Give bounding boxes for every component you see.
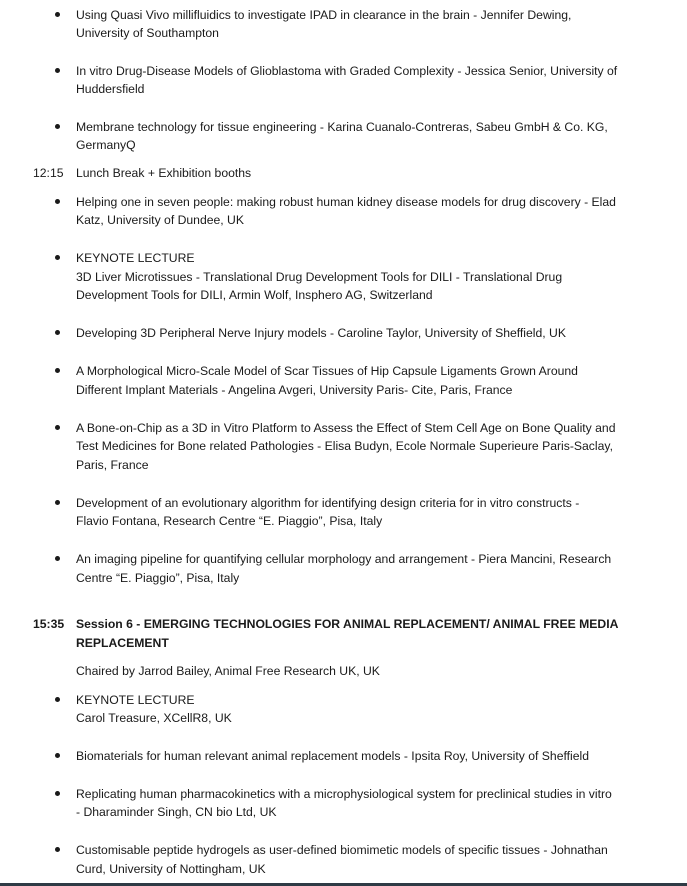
lunch-time: 12:15 (33, 166, 64, 180)
list-item-text: Test Medicines for Bone related Pathologies - Elisa Budyn, Ecole Normale Superieure Paris-Saclay, (76, 439, 613, 453)
bullet-icon (55, 556, 60, 561)
list-item-text: GermanyQ (76, 138, 136, 152)
list-item-text: Curd, University of Nottingham, UK (76, 862, 266, 876)
keynote-label: KEYNOTE LECTURE (76, 251, 195, 265)
list-item-text: An imaging pipeline for quantifying cellular morphology and arrangement - Piera Mancini, Research (76, 552, 612, 566)
list-item-text: Huddersfield (76, 82, 145, 96)
list-item-text: A Morphological Micro-Scale Model of Scar Tissues of Hip Capsule Ligaments Grown Around (76, 364, 578, 378)
list-item-text: - Dharaminder Singh, CN bio Ltd, UK (76, 805, 277, 819)
list-item-text: University of Southampton (76, 26, 219, 40)
list-item-text: Different Implant Materials - Angelina Avgeri, University Paris- Cite, Paris, France (76, 383, 513, 397)
bullet-icon (55, 124, 60, 129)
list-item-text: Katz, University of Dundee, UK (76, 213, 244, 227)
lunch-label: Lunch Break + Exhibition booths (76, 166, 252, 180)
bullet-icon (55, 199, 60, 204)
bullet-icon (55, 753, 60, 758)
list-item-text: Customisable peptide hydrogels as user-defined biomimetic models of specific tissues - Johnathan (76, 843, 608, 857)
list-item-text: Development Tools for DILI, Armin Wolf, Insphero AG, Switzerland (76, 288, 433, 302)
list-item-text: Membrane technology for tissue engineering - Karina Cuanalo-Contreras, Sabeu GmbH & Co. KG, (76, 120, 608, 134)
bullet-icon (55, 368, 60, 373)
bullet-icon (55, 330, 60, 335)
list-item-text: Carol Treasure, XCellR8, UK (76, 711, 232, 725)
bullet-icon (55, 791, 60, 796)
list-item-text: Using Quasi Vivo millifluidics to investigate IPAD in clearance in the brain - Jennifer Dewing, (76, 8, 572, 22)
list-item-text: Developing 3D Peripheral Nerve Injury models - Caroline Taylor, University of Sheffield, UK (76, 326, 566, 340)
bullet-icon (55, 697, 60, 702)
bullet-icon (55, 12, 60, 17)
list-item-text: Centre “E. Piaggio”, Pisa, Italy (76, 571, 240, 585)
session-chair: Chaired by Jarrod Bailey, Animal Free Research UK, UK (76, 664, 380, 678)
list-item-text: In vitro Drug-Disease Models of Glioblastoma with Graded Complexity - Jessica Senior, University of (76, 64, 618, 78)
list-item-text: Replicating human pharmacokinetics with a microphysiological system for preclinical studies in vitro (76, 787, 612, 801)
bullet-icon (55, 255, 60, 260)
list-item-text: Development of an evolutionary algorithm for identifying design criteria for in vitro constructs - (76, 496, 580, 510)
session-time: 15:35 (33, 617, 65, 631)
session-title: Session 6 - EMERGING TECHNOLOGIES FOR ANIMAL REPLACEMENT/ ANIMAL FREE MEDIA (76, 617, 619, 631)
list-item-text: Flavio Fontana, Research Centre “E. Piaggio”, Pisa, Italy (76, 514, 383, 528)
list-item-text: Paris, France (76, 458, 149, 472)
session-title: REPLACEMENT (76, 636, 169, 650)
bullet-icon (55, 68, 60, 73)
list-item-text: Biomaterials for human relevant animal replacement models - Ipsita Roy, University of Sheffield (76, 749, 590, 763)
bullet-icon (55, 847, 60, 852)
list-item-text: A Bone-on-Chip as a 3D in Vitro Platform to Assess the Effect of Stem Cell Age on Bone Quality and (76, 421, 616, 435)
bullet-icon (55, 425, 60, 430)
list-item-text: 3D Liver Microtissues - Translational Drug Development Tools for DILI - Translational Drug (76, 270, 563, 284)
bullet-icon (55, 500, 60, 505)
list-item-text: Helping one in seven people: making robust human kidney disease models for drug discovery - Elad (76, 195, 616, 209)
keynote-label: KEYNOTE LECTURE (76, 693, 195, 707)
